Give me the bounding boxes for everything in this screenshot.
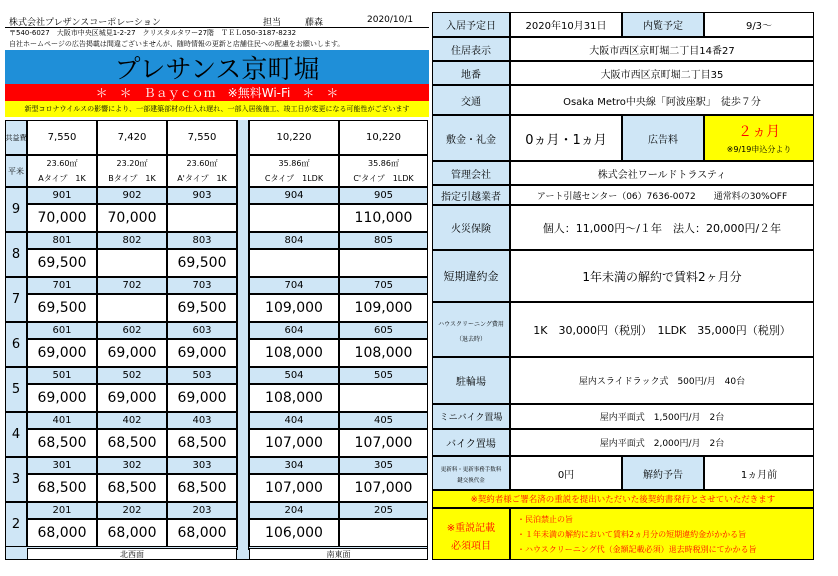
- kyoeki-value: 7,550: [27, 120, 97, 155]
- room-number: 502: [97, 367, 167, 384]
- staff-name: 藤森: [305, 18, 324, 28]
- rent-price: 107,000: [339, 429, 428, 457]
- rent-price: 69,500: [27, 249, 97, 277]
- room-number: 501: [27, 367, 97, 384]
- room-number: 804: [249, 232, 339, 249]
- room-number: 702: [97, 277, 167, 294]
- juyo-banner: ※契約者様ご署名済の重説を提出いただいた後契約書発行とさせていただきます: [432, 490, 814, 508]
- rent-price: 107,000: [249, 429, 339, 457]
- rent-price: 68,000: [167, 519, 237, 547]
- rent-price: 68,000: [27, 519, 97, 547]
- floor-number: 2: [5, 502, 27, 547]
- room-number: 202: [97, 502, 167, 519]
- room-number: 504: [249, 367, 339, 384]
- chiban-label: 地番: [432, 61, 510, 85]
- rent-price: 108,000: [249, 339, 339, 367]
- hikkoshi-value: アート引越センター（06）7636-0072 通常料の30%OFF: [510, 185, 814, 205]
- rent-price: 69,000: [97, 339, 167, 367]
- room-number: 303: [167, 457, 237, 474]
- churin-value: 屋内スライドラック式 500円/月 40台: [510, 357, 814, 404]
- kyoeki-value: 10,220: [339, 120, 428, 155]
- kanri-label: 管理会社: [432, 161, 510, 185]
- kotsu-value: Osaka Metro中央線「阿波座駅」 徒歩７分: [510, 85, 814, 115]
- rent-price: 109,000: [249, 294, 339, 322]
- room-number: 703: [167, 277, 237, 294]
- room-number: 801: [27, 232, 97, 249]
- kyoeki-value: 10,220: [249, 120, 339, 155]
- header-notice: 自社ホームページの広告掲載は間違ございませんが、随時情報の更新と店舗住民への配慮をお願いします。: [9, 40, 345, 48]
- kyoeki-value: 7,420: [97, 120, 167, 155]
- rented-cell: [97, 294, 167, 322]
- kokoku-note: ※9/19申込分より: [726, 144, 792, 154]
- kyoeki-value: 7,550: [167, 120, 237, 155]
- kotsu-label: 交通: [432, 85, 510, 115]
- room-number: 302: [97, 457, 167, 474]
- room-number: 904: [249, 187, 339, 204]
- juyo-label-sub: 必須項目: [451, 540, 491, 551]
- mini-label: ミニバイク置場: [432, 404, 510, 429]
- hc-label-cell: [432, 302, 510, 357]
- company-name: 株式会社プレザンスコーポレーション: [9, 18, 161, 28]
- rent-price: 107,000: [339, 474, 428, 502]
- room-number: 201: [27, 502, 97, 519]
- company-address: 〒540-6027 大阪市中央区城見1-2-27 クリスタルタワー27階 ＴＥＬ050-3187-8232: [9, 29, 297, 37]
- floor-number: 8: [5, 232, 27, 277]
- rented-cell: [97, 249, 167, 277]
- rent-price: 68,500: [27, 429, 97, 457]
- rent-price: 69,000: [27, 384, 97, 412]
- type-value: Bタイプ 1K: [97, 170, 167, 187]
- rent-price: 69,500: [27, 294, 97, 322]
- yokoku-value: 1ヵ月前: [704, 456, 814, 490]
- juyo-item: ・民泊禁止の旨: [517, 515, 573, 524]
- rent-price: 69,500: [167, 249, 237, 277]
- room-number: 205: [339, 502, 428, 519]
- room-number: 403: [167, 412, 237, 429]
- jusho-label: 住居表示: [432, 37, 510, 61]
- rent-price: 69,000: [167, 339, 237, 367]
- room-number: 304: [249, 457, 339, 474]
- floor-number: 4: [5, 412, 27, 457]
- yokoku-label: 解約予告: [622, 456, 704, 490]
- rented-cell: [339, 519, 428, 547]
- shikikin-label: 敷金・礼金: [432, 115, 510, 161]
- floor-number: 5: [5, 367, 27, 412]
- header-date: 2020/10/1: [367, 15, 414, 25]
- koshin-label-cell: [432, 456, 510, 490]
- floor-number: 3: [5, 457, 27, 502]
- mini-value: 屋内平面式 1,500円/月 2台: [510, 404, 814, 429]
- rent-price: 70,000: [97, 204, 167, 232]
- nyukyo-value: 2020年10月31日: [510, 12, 622, 37]
- rent-price: 69,000: [97, 384, 167, 412]
- floor-number: 9: [5, 187, 27, 232]
- room-number: 601: [27, 322, 97, 339]
- hc-label-sub: （退去時）: [455, 335, 486, 343]
- room-number: 301: [27, 457, 97, 474]
- room-number: 905: [339, 187, 428, 204]
- koshin-value: 0円: [510, 456, 622, 490]
- kokoku-cell: [704, 115, 814, 161]
- type-value: C'タイプ 1LDK: [339, 170, 428, 187]
- room-number: 305: [339, 457, 428, 474]
- juyo-label-cell: [432, 508, 510, 560]
- chiban-value: 大阪市西区京町堀二丁目35: [510, 61, 814, 85]
- rent-price: 68,500: [167, 474, 237, 502]
- hikkoshi-label: 指定引越業者: [432, 185, 510, 205]
- room-number: 701: [27, 277, 97, 294]
- header-block: [5, 3, 429, 50]
- room-number: 203: [167, 502, 237, 519]
- room-number: 704: [249, 277, 339, 294]
- room-number: 505: [339, 367, 428, 384]
- rent-price: 68,500: [97, 429, 167, 457]
- room-number: 503: [167, 367, 237, 384]
- rented-cell: [339, 384, 428, 412]
- room-number: 903: [167, 187, 237, 204]
- room-number: 602: [97, 322, 167, 339]
- shikikin-value: 0ヵ月・1ヵ月: [510, 115, 622, 161]
- type-value: Cタイプ 1LDK: [249, 170, 339, 187]
- jusho-value: 大阪市西区京町堀二丁目14番27: [510, 37, 814, 61]
- wifi-banner: ＊ ＊ Ｂａｙｃｏｍ ※無料Wi-Fi ＊ ＊: [5, 84, 429, 101]
- rent-price: 70,000: [27, 204, 97, 232]
- heibei-side-label: 平米: [5, 155, 27, 187]
- room-number: 805: [339, 232, 428, 249]
- juyo-item: ・１年未満の解約において賃料2ヵ月分の短期違約金がかかる旨: [517, 530, 747, 539]
- bike-value: 屋内平面式 2,000円/月 2台: [510, 429, 814, 456]
- koshin-label-sub: 鍵交換代金: [457, 478, 485, 484]
- juyo-label: ※重説記載: [446, 522, 496, 533]
- rent-price: 68,000: [97, 519, 167, 547]
- hc-value: 1K 30,000円（税別） 1LDK 35,000円（税別）: [510, 302, 814, 357]
- kokoku-label: 広告料: [622, 115, 704, 161]
- room-number: 802: [97, 232, 167, 249]
- kyoeki-side-label: 共益費: [5, 120, 27, 155]
- room-number: 901: [27, 187, 97, 204]
- room-number: 604: [249, 322, 339, 339]
- property-title: プレサンス京町堀: [5, 50, 429, 84]
- juyo-item: ・ハウスクリーニング代（金額記載必須）退去時税別にてかかる旨: [517, 545, 757, 554]
- bike-label: バイク置場: [432, 429, 510, 456]
- floor-number: 7: [5, 277, 27, 322]
- room-number: 204: [249, 502, 339, 519]
- rent-price: 109,000: [339, 294, 428, 322]
- kasai-value: 個人：11,000円〜/１年 法人：20,000円/２年: [510, 205, 814, 250]
- koshin-label: 更新料・更新事務手数料: [440, 467, 502, 473]
- rent-price: 107,000: [249, 474, 339, 502]
- rent-price: 110,000: [339, 204, 428, 232]
- type-value: Aタイプ 1K: [27, 170, 97, 187]
- rent-price: 68,500: [27, 474, 97, 502]
- room-number: 705: [339, 277, 428, 294]
- rent-price: 68,500: [167, 429, 237, 457]
- kokoku-value: ２ヵ月: [738, 124, 780, 140]
- naikan-label: 内覧予定: [622, 12, 704, 37]
- north-west-label: 北西面: [27, 548, 237, 560]
- churin-label: 駐輪場: [432, 357, 510, 404]
- tanki-label: 短期違約金: [432, 250, 510, 302]
- area-value: 35.86㎡: [339, 155, 428, 170]
- naikan-value: 9/3〜: [704, 12, 814, 37]
- rented-cell: [249, 204, 339, 232]
- tanki-value: 1年未満の解約で賃料2ヶ月分: [510, 250, 814, 302]
- kanri-value: 株式会社ワールドトラスティ: [510, 161, 814, 185]
- type-value: A'タイプ 1K: [167, 170, 237, 187]
- rented-cell: [167, 204, 237, 232]
- room-number: 401: [27, 412, 97, 429]
- room-number: 402: [97, 412, 167, 429]
- rented-cell: [249, 249, 339, 277]
- rent-price: 68,500: [97, 474, 167, 502]
- room-number: 803: [167, 232, 237, 249]
- tanto-label: 担当: [263, 18, 282, 28]
- corona-notice: 新型コロナウイルスの影響により、一部建築部材の仕入れ遅れ、一部入居後施工、竣工日が変更になる可能性がございます: [5, 101, 429, 117]
- rent-price: 108,000: [249, 384, 339, 412]
- area-value: 23.60㎡: [167, 155, 237, 170]
- kasai-label: 火災保険: [432, 205, 510, 250]
- rented-cell: [339, 249, 428, 277]
- room-number: 605: [339, 322, 428, 339]
- area-value: 23.20㎡: [97, 155, 167, 170]
- room-number: 603: [167, 322, 237, 339]
- hc-label: ハウスクリーニング費用: [438, 320, 504, 328]
- south-east-label: 南東面: [249, 548, 428, 560]
- rent-price: 69,000: [27, 339, 97, 367]
- nyukyo-label: 入居予定日: [432, 12, 510, 37]
- area-value: 35.86㎡: [249, 155, 339, 170]
- juyo-items-cell: [510, 508, 814, 560]
- rent-price: 106,000: [249, 519, 339, 547]
- rent-price: 69,000: [167, 384, 237, 412]
- room-number: 404: [249, 412, 339, 429]
- floor-number: 6: [5, 322, 27, 367]
- room-number: 405: [339, 412, 428, 429]
- room-number: 902: [97, 187, 167, 204]
- rent-price: 108,000: [339, 339, 428, 367]
- rent-price: 69,500: [167, 294, 237, 322]
- area-value: 23.60㎡: [27, 155, 97, 170]
